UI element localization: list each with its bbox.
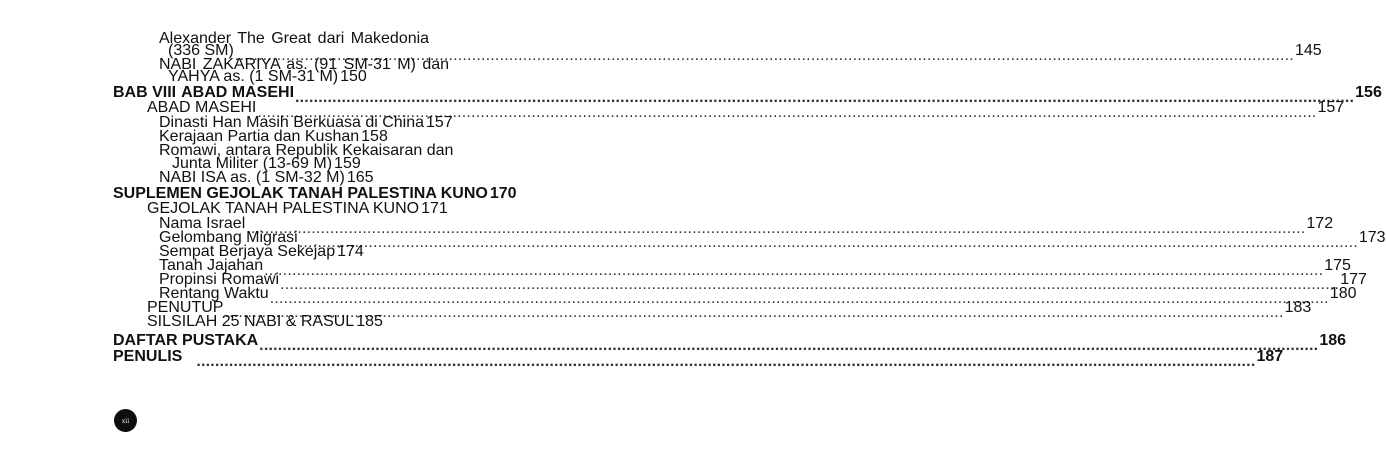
toc-page-number: 171 xyxy=(421,200,448,217)
toc-entry-label: Junta Militer (13-69 M) xyxy=(172,155,333,172)
toc-page-number: 165 xyxy=(346,169,374,186)
chapter-title: DAFTAR PUSTAKA xyxy=(113,332,259,349)
toc-entry-label: Tanah Jajahan xyxy=(159,257,264,274)
toc-entry-label: (336 SM) xyxy=(168,42,234,59)
dot-leader xyxy=(224,308,1283,317)
toc-page-number: 150 xyxy=(340,68,367,85)
toc-page-number: 180 xyxy=(1329,285,1357,302)
page-number-badge xyxy=(114,409,137,432)
toc-entry-label: Kerajaan Partia dan Kushan xyxy=(159,128,360,145)
toc-entry-label: PENUTUP xyxy=(147,299,224,316)
toc-entry-label: SILSILAH 25 NABI & RASUL xyxy=(147,313,355,330)
toc-page-number: 175 xyxy=(1324,257,1351,274)
toc-page-number: 157 xyxy=(1317,99,1345,116)
dot-leader xyxy=(246,224,1305,233)
dot-leader xyxy=(299,238,1358,247)
chapter-label: BAB VIII xyxy=(113,84,177,101)
toc-page-number: 158 xyxy=(361,128,388,145)
toc-entry-label: Sempat Berjaya Sekejap xyxy=(159,243,336,260)
toc-entry-silsilah[interactable] xyxy=(147,313,383,331)
toc-page-number: 185 xyxy=(356,313,383,330)
toc-page-number: 172 xyxy=(1306,215,1334,232)
toc-entry-label: Rentang Waktu xyxy=(159,285,269,302)
toc-entry-label: NABI ISA as. (1 SM-32 M) xyxy=(159,169,345,186)
chapter-title: ABAD MASEHI xyxy=(181,84,295,101)
dot-leader xyxy=(270,294,1329,303)
toc-page-number: 173 xyxy=(1358,229,1386,246)
dot-leader xyxy=(295,93,1354,102)
toc-page-number: 174 xyxy=(337,243,364,260)
toc-entry-label: YAHYA as. (1 SM-31 M) xyxy=(168,68,339,85)
toc-chapter-penulis[interactable] xyxy=(113,348,1284,366)
toc-page-number: 183 xyxy=(1284,299,1312,316)
chapter-title: PENULIS xyxy=(113,348,183,365)
dot-leader xyxy=(259,341,1318,350)
toc-entry-romawi-line1: Romawi, antara Republik Kekaisaran dan xyxy=(159,142,454,159)
toc-page-number: 156 xyxy=(1355,84,1382,101)
toc-page-number: 157 xyxy=(426,114,453,131)
toc-page-number: 177 xyxy=(1340,271,1367,288)
toc-entry-label: Gelombang Migrasi xyxy=(159,229,298,246)
toc-entry-label: Dinasti Han Masih Berkuasa di China xyxy=(159,114,425,131)
toc-entry-label: Nama Israel xyxy=(159,215,246,232)
toc-entry-zakariya-line1: NABI ZAKARIYA as. (91 SM-31 M) dan xyxy=(159,56,450,73)
toc-page-number: 159 xyxy=(334,155,361,172)
chapter-title: SUPLEMEN GEJOLAK TANAH PALESTINA KUNO xyxy=(113,185,488,202)
page-number-text: xii xyxy=(121,416,130,425)
toc-entry-label: ABAD MASEHI xyxy=(147,99,257,116)
toc-page-number: 187 xyxy=(1256,348,1284,365)
toc-page-number: 145 xyxy=(1294,42,1322,59)
dot-leader xyxy=(264,266,1323,275)
toc-page-number: 170 xyxy=(489,185,517,202)
toc-entry-label: Propinsi Romawi xyxy=(159,271,280,288)
toc-entry-label: GEJOLAK TANAH PALESTINA KUNO xyxy=(147,200,420,217)
toc-page-number: 186 xyxy=(1319,332,1347,349)
dot-leader xyxy=(196,357,1255,366)
toc-entry-alexander-line1: Alexander The Great dari Makedonia xyxy=(159,30,430,47)
dot-leader xyxy=(280,280,1339,289)
